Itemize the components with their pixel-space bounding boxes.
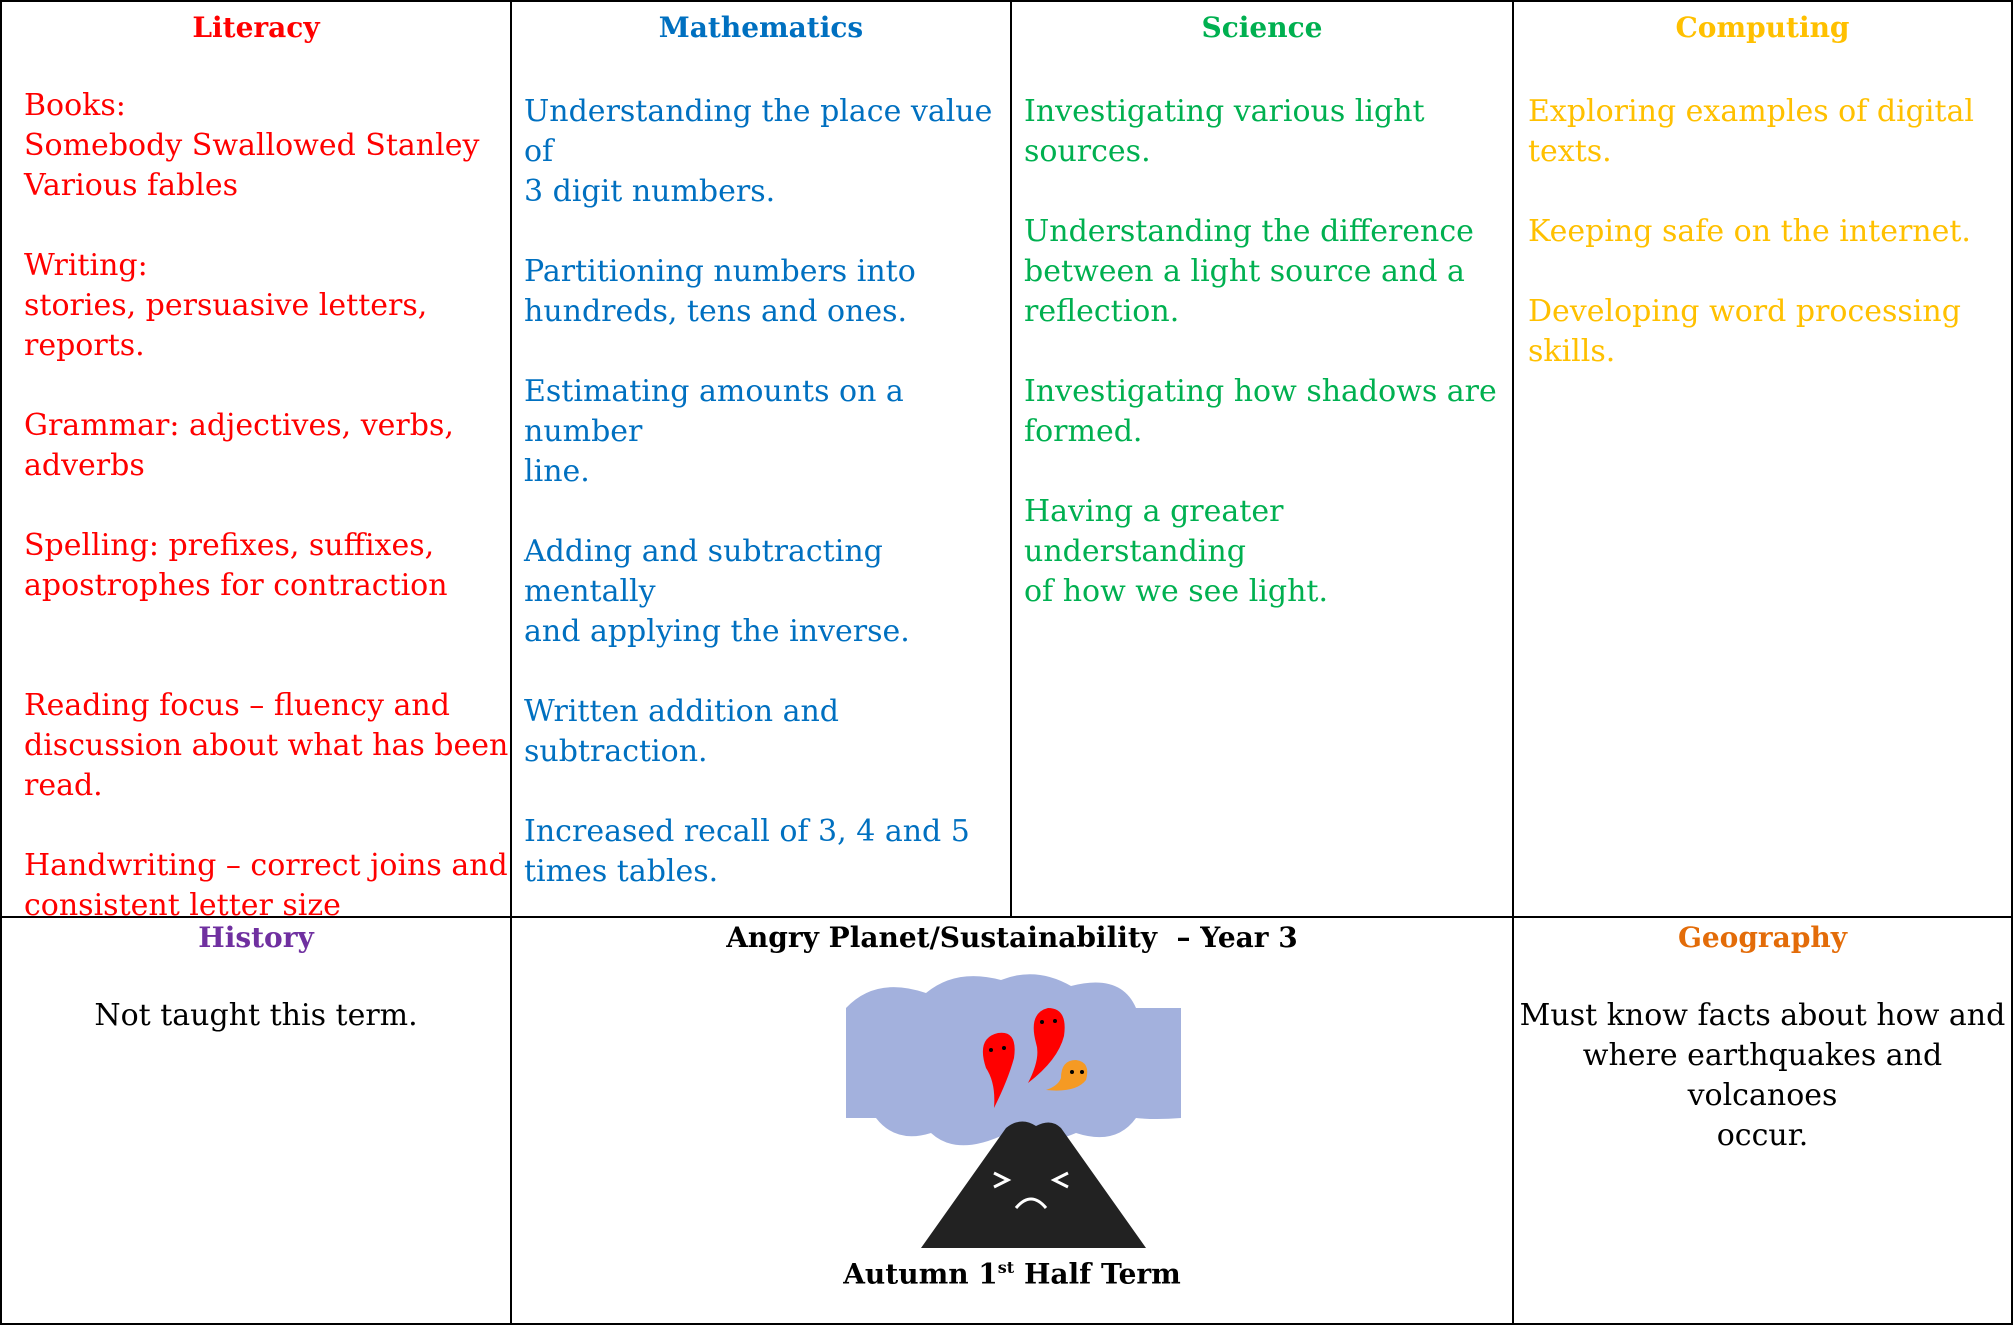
geography-cell: [1514, 918, 2011, 1323]
literacy-content: [2, 86, 510, 926]
literacy-reading: Reading focus – fluency and discussion about what has been read.: [24, 688, 509, 803]
mathematics-written: Written addition and subtraction.: [524, 694, 840, 769]
science-cell: [1012, 2, 1512, 916]
science-see-light: Having a greater understanding of how we see light.: [1024, 494, 1329, 609]
literacy-cell: [2, 2, 510, 923]
history-title: History: [198, 921, 314, 954]
literacy-spelling: Spelling: prefixes, suffixes, apostrophes for contraction: [24, 528, 448, 603]
mathematics-mental: Adding and subtracting mentally and applying the inverse.: [524, 534, 910, 649]
term-label: [512, 1248, 1512, 1294]
mathematics-title: Mathematics: [658, 11, 864, 44]
computing-content: [1514, 92, 2011, 372]
term-label-suffix: Half Term: [1014, 1257, 1181, 1291]
history-cell: [2, 918, 510, 1323]
topic-cell: [512, 918, 1512, 1323]
mathematics-tables: Increased recall of 3, 4 and 5 times tables.: [524, 814, 970, 889]
science-difference: Understanding the difference between a light source and a reflection.: [1024, 214, 1474, 329]
history-text: Not taught this term.: [94, 998, 418, 1033]
mathematics-content: [512, 92, 1010, 892]
mathematics-cell: [512, 2, 1010, 916]
topic-title: Angry Planet/Sustainability – Year 3: [726, 921, 1298, 954]
science-shadows: Investigating how shadows are formed.: [1024, 374, 1497, 449]
term-label-sup: st: [997, 1258, 1015, 1277]
computing-title: Computing: [1675, 11, 1850, 44]
computing-cell: [1514, 2, 2011, 916]
literacy-books: Books: Somebody Swallowed Stanley Various fables: [24, 88, 480, 203]
mathematics-place-value: Understanding the place value of 3 digit numbers.: [524, 94, 993, 209]
science-light-sources: Investigating various light sources.: [1024, 94, 1425, 169]
computing-word-processing: Developing word processing skills.: [1528, 294, 1961, 369]
literacy-grammar: Grammar: adjectives, verbs, adverbs: [24, 408, 454, 483]
mathematics-estimating: Estimating amounts on a number line.: [524, 374, 904, 489]
science-title: Science: [1201, 11, 1323, 44]
term-label-prefix: Autumn 1: [843, 1257, 998, 1291]
computing-digital-texts: Exploring examples of digital texts.: [1528, 94, 1975, 169]
mathematics-partitioning: Partitioning numbers into hundreds, tens and ones.: [524, 254, 916, 329]
geography-title: Geography: [1677, 921, 1848, 954]
geography-text: Must know facts about how and where earthquakes and volcanoes occur.: [1519, 998, 2006, 1153]
computing-internet-safety: Keeping safe on the internet.: [1528, 214, 1971, 249]
literacy-writing: Writing: stories, persuasive letters, reports.: [24, 248, 428, 363]
literacy-handwriting: Handwriting – correct joins and consistent letter size: [24, 848, 508, 923]
angry-volcano-illustration: [836, 968, 1196, 1258]
literacy-title: Literacy: [192, 11, 320, 44]
science-content: [1012, 92, 1512, 612]
